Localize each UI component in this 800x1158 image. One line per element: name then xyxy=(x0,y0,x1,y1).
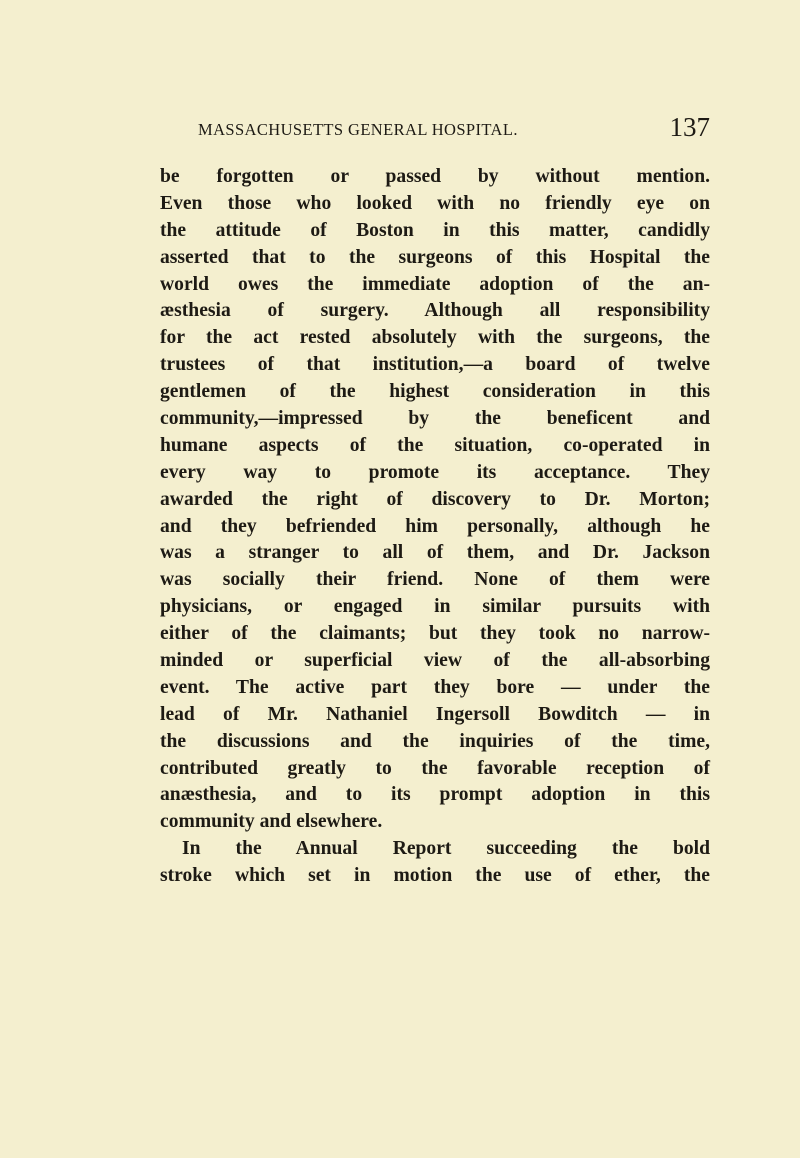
text-line: Even those who looked with no friendly eye on xyxy=(160,192,710,214)
text-line: physicians, or engaged in similar pursuits with xyxy=(160,596,710,618)
text-line: either of the claimants; but they took no narrow- xyxy=(160,623,710,645)
text-line: In the Annual Report succeeding the bold xyxy=(182,838,710,860)
text-line: awarded the right of discovery to Dr. Morton; xyxy=(160,488,710,510)
text-line: event. The active part they bore — under the xyxy=(160,676,710,698)
text-line: for the act rested absolutely with the surgeons, the xyxy=(160,327,710,349)
text-line: every way to promote its acceptance. They xyxy=(160,461,710,483)
text-line: was socially their friend. None of them were xyxy=(160,569,710,591)
text-line: æsthesia of surgery. Although all responsibility xyxy=(160,300,710,322)
text-line: world owes the immediate adoption of the an- xyxy=(160,273,710,295)
text-line: be forgotten or passed by without mention. xyxy=(160,166,710,187)
text-line: gentlemen of the highest consideration in this xyxy=(160,381,710,403)
text-line: the attitude of Boston in this matter, candidly xyxy=(160,219,710,241)
text-line: stroke which set in motion the use of ether, the xyxy=(160,865,710,887)
text-line: lead of Mr. Nathaniel Ingersoll Bowditch — in xyxy=(160,703,710,725)
text-line: trustees of that institution,—a board of twelve xyxy=(160,354,710,376)
body-text xyxy=(160,164,710,890)
text-line: community and elsewhere. xyxy=(160,811,383,833)
text-line: the discussions and the inquiries of the time, xyxy=(160,730,710,752)
text-line: was a stranger to all of them, and Dr. Jackson xyxy=(160,542,710,564)
text-line: humane aspects of the situation, co-operated in xyxy=(160,434,710,456)
text-line: and they befriended him personally, although he xyxy=(160,515,710,537)
running-title: MASSACHUSETTS GENERAL HOSPITAL. xyxy=(198,120,518,139)
running-head xyxy=(198,112,710,144)
page-number: 137 xyxy=(669,112,710,142)
text-line: minded or superficial view of the all-absorbing xyxy=(160,650,710,672)
text-line: contributed greatly to the favorable reception of xyxy=(160,757,710,779)
text-line: asserted that to the surgeons of this Hospital the xyxy=(160,246,710,268)
text-line: anæsthesia, and to its prompt adoption in this xyxy=(160,784,710,806)
text-line: community,—impressed by the beneficent and xyxy=(160,408,710,430)
